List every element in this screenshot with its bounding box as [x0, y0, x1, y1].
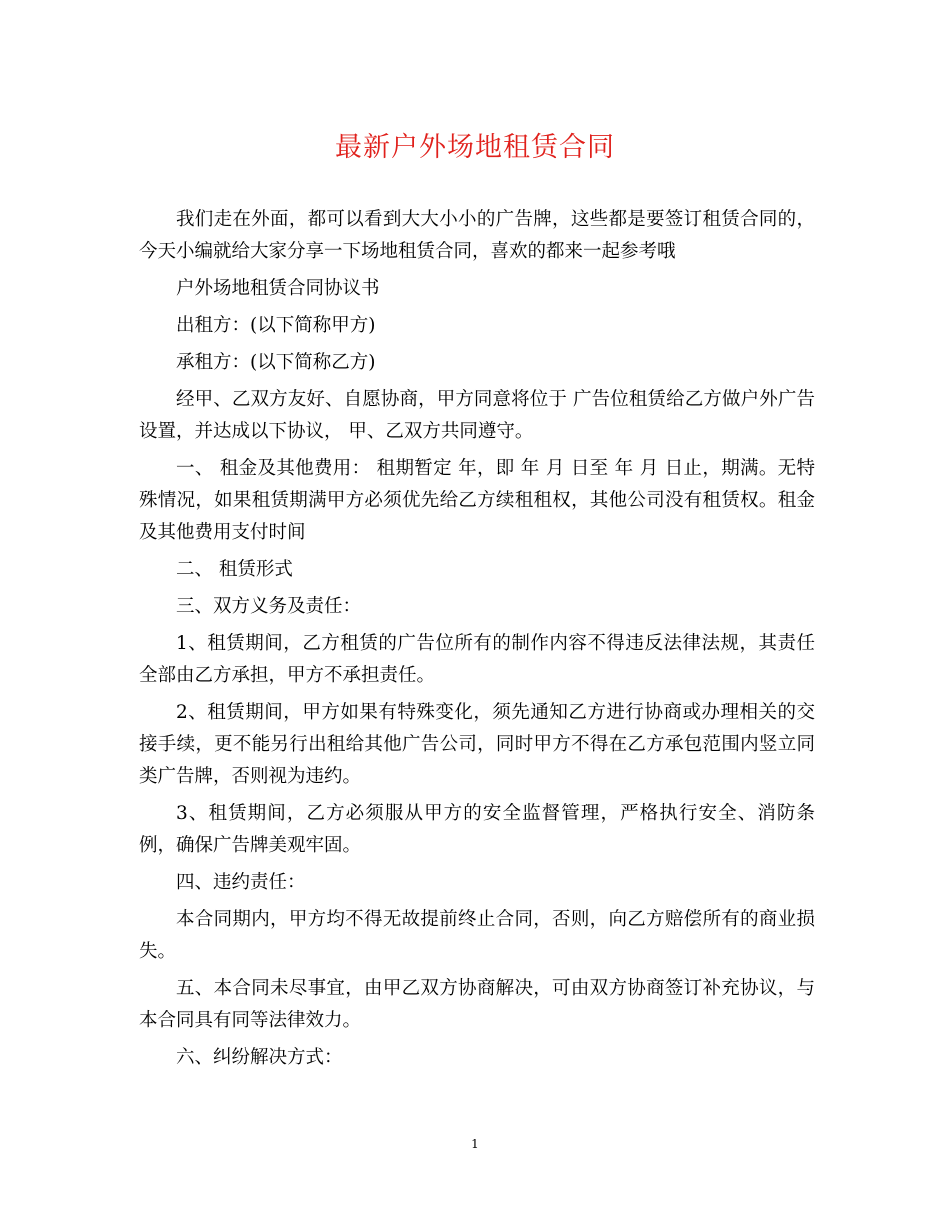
paragraph-clause-4: 四、违约责任： — [176, 872, 306, 893]
document-body — [139, 204, 815, 1079]
paragraph-clause-3: 三、双方义务及责任： — [176, 596, 362, 617]
paragraph-clause-4-text: 本合同期内，甲方均不得无故提前终止合同，否则，向乙方赔偿所有的商业损失。 — [139, 909, 815, 962]
paragraph-clause-6: 六、纠纷解决方式： — [176, 1047, 343, 1068]
document-title: 最新户外场地租赁合同 — [335, 132, 615, 163]
paragraph-intro: 我们走在外面，都可以看到大大小小的广告牌，这些都是要签订租赁合同的，今天小编就给大家分享一下场地租赁合同，喜欢的都来一起参考哦 — [139, 209, 815, 262]
paragraph-agreement-title: 户外场地租赁合同协议书 — [176, 278, 380, 299]
paragraph-lessor: 出租方：(以下简称甲方) — [176, 315, 376, 336]
paragraph-preamble: 经甲、乙双方友好、自愿协商，甲方同意将位于 广告位租赁给乙方做户外广告设置，并达成以下协议， 甲、乙双方共同遵守。 — [139, 389, 815, 442]
paragraph-lessee: 承租方：(以下简称乙方) — [176, 352, 376, 373]
paragraph-clause-3-item-2: 2、租赁期间，甲方如果有特殊变化，须先通知乙方进行协商或办理相关的交接手续，更不能另行出租给其他广告公司，同时甲方不得在乙方承包范围内竖立同类广告牌，否则视为违约。 — [139, 702, 815, 787]
page-number: 1 — [471, 1137, 479, 1151]
paragraph-clause-2: 二、 租赁形式 — [176, 559, 293, 580]
paragraph-clause-3-item-3: 3、租赁期间，乙方必须服从甲方的安全监督管理，严格执行安全、消防条例，确保广告牌美观牢固。 — [139, 803, 815, 856]
paragraph-clause-5: 五、本合同未尽事宜，由甲乙双方协商解决，可由双方协商签订补充协议，与本合同具有同等法律效力。 — [139, 978, 815, 1031]
paragraph-clause-1: 一、 租金及其他费用： 租期暂定 年，即 年 月 日至 年 月 日止，期满。无特殊情况，如果租赁期满甲方必须优先给乙方续租租权，其他公司没有租赁权。租金及其他费用支付时间 — [139, 458, 815, 543]
paragraph-clause-3-item-1: 1、租赁期间，乙方租赁的广告位所有的制作内容不得违反法律法规，其责任全部由乙方承担，甲方不承担责任。 — [139, 633, 815, 686]
